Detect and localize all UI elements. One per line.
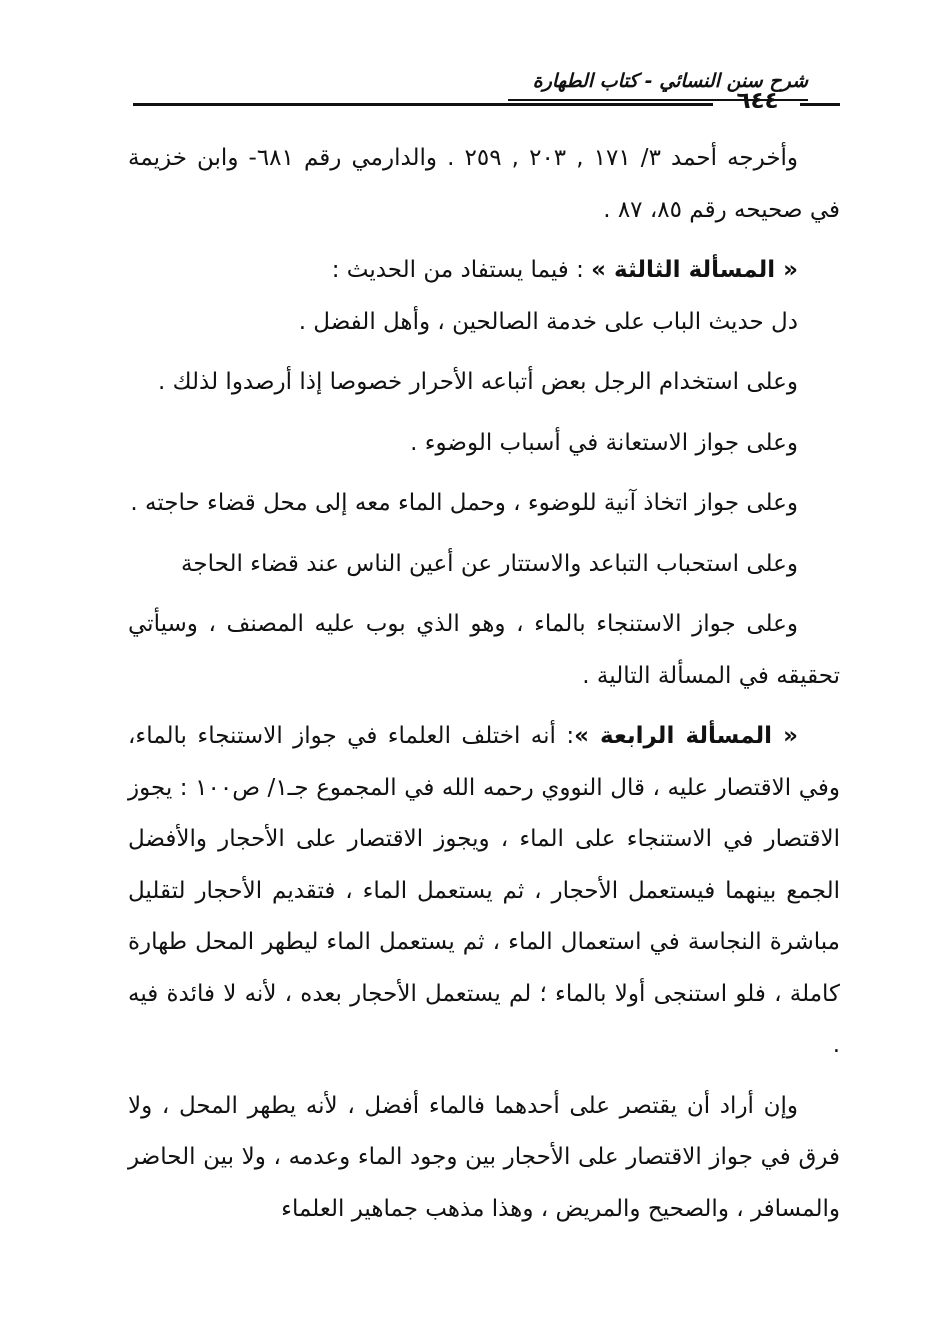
paragraph-employment: وعلى استخدام الرجل بعض أتباعه الأحرار خصوصا إذا أرصدوا لذلك . <box>158 369 798 395</box>
issue-text-third: : فيما يستفاد من الحديث : <box>331 257 592 283</box>
paragraph-vessel: وعلى جواز اتخاذ آنية للوضوء ، وحمل الماء معه إلى محل قضاء حاجته . <box>130 490 798 516</box>
paragraph-service: دل حديث الباب على خدمة الصالحين ، وأهل الفضل . <box>298 308 798 335</box>
issue-label-fourth: « المسألة الرابعة » <box>574 723 798 749</box>
paragraph-preference: وإن أراد أن يقتصر على أحدهما فالماء أفضل ، لأنه يطهر المحل ، ولا فرق في جواز الاقتصار على الأحجار بين وجود الماء وعدمه ، ولا بين الحاضر والمسافر ، والصحيح والمريض ، وهذا مذهب جماهير العلماء <box>128 1092 840 1222</box>
header-rule-left <box>133 103 713 106</box>
issue-text-fourth: : أنه اختلف العلماء في جواز الاستنجاء بالماء، وفي الاقتصار عليه ، قال النووي رحمه الله في المجموع جـ١/ ص١٠٠ : يجوز الاقتصار في الاستنجاء على الماء ، ويجوز الاقتصار على الأحجار والأفضل الجمع بينهما فيستعمل الأحجار ، ثم يستعمل الماء ، فتقديم الأحجار لتقليل مباشرة النجاسة في استعمال الماء ، ثم يستعمل الماء ليطهر المحل طهارة كاملة ، فلو استنجى أولا بالماء ؛ لم يستعمل الأحجار بعده ، لأنه لا فائدة فيه . <box>128 723 841 1058</box>
paragraph-third-issue <box>128 245 840 297</box>
paragraph-citation: وأخرجه أحمد ٣/ ١٧١ , ٢٠٣ , ٢٥٩ . والدارمي رقم ٦٨١- وابن خزيمة في صحيحه رقم ٨٥، ٨٧ . <box>128 145 840 223</box>
paragraph-seeking-help: وعلى جواز الاستعانة في أسباب الوضوء . <box>410 429 798 456</box>
page-body <box>128 133 840 1235</box>
running-title: شرح سنن النسائي - كتاب الطهارة <box>532 70 808 92</box>
page-number: ٦٤٤ <box>736 88 779 114</box>
header-rule-right <box>800 103 840 106</box>
issue-label-third: « المسألة الثالثة » <box>591 257 798 283</box>
paragraph-water-cleansing: وعلى جواز الاستنجاء بالماء ، وهو الذي بوب عليه المصنف ، وسيأتي تحقيقه في المسألة التالية . <box>128 611 840 689</box>
paragraph-fourth-issue <box>128 711 840 1072</box>
paragraph-seclusion: وعلى استحباب التباعد والاستتار عن أعين الناس عند قضاء الحاجة <box>181 550 798 577</box>
